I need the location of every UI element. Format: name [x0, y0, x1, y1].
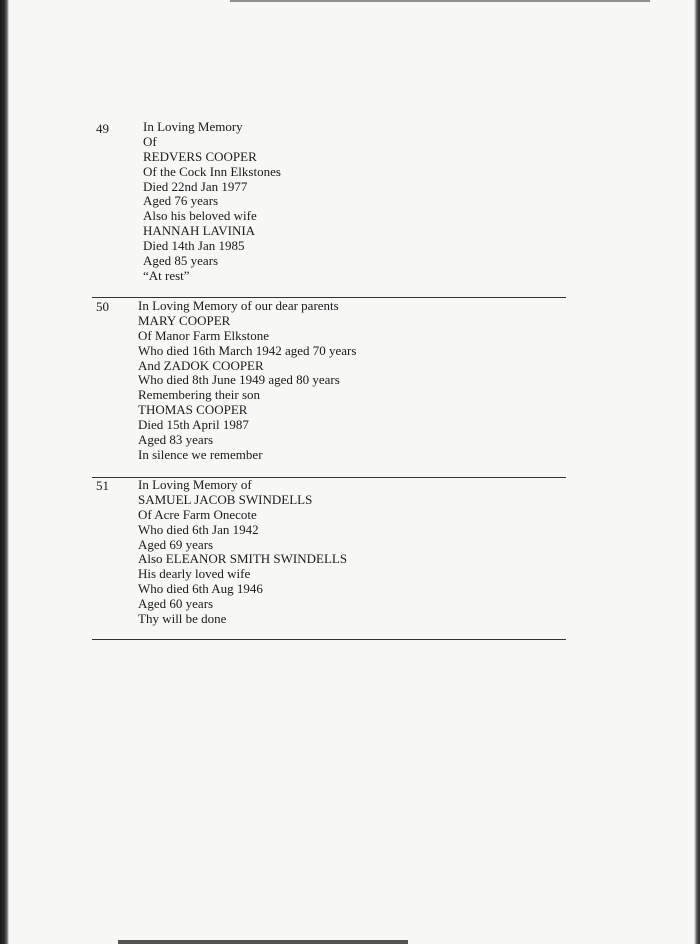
inscription-49 — [143, 120, 281, 284]
inscription-line: Of the Cock Inn Elkstones — [143, 163, 281, 179]
inscription-line: Remembering their son — [138, 387, 261, 403]
inscription-line: HANNAH LAVINIA — [143, 223, 256, 239]
inscription-line: Who died 6th Aug 1946 — [138, 581, 263, 597]
inscription-line: Aged 76 years — [143, 193, 219, 209]
inscription-line: Of Manor Farm Elkstone — [138, 327, 270, 343]
inscription-line: In Loving Memory of our dear parents — [138, 298, 339, 313]
entry-number-51: 51 — [96, 478, 109, 493]
inscription-line: Aged 69 years — [138, 536, 214, 552]
inscription-line: Aged 83 years — [138, 432, 214, 448]
inscription-line: Aged 85 years — [143, 253, 219, 269]
entry-number-49: 49 — [96, 121, 109, 136]
inscription-line: Who died 8th June 1949 aged 80 years — [138, 372, 340, 388]
inscription-line: Who died 6th Jan 1942 — [138, 521, 259, 537]
inscription-line: Also ELEANOR SMITH SWINDELLS — [138, 551, 348, 567]
inscription-line: MARY COOPER — [138, 312, 231, 328]
inscription-line: Of — [143, 133, 157, 149]
inscription-51 — [138, 478, 347, 627]
inscription-50 — [138, 299, 356, 463]
inscription-line: Of Acre Farm Onecote — [138, 506, 257, 522]
inscription-line: In Loving Memory of — [138, 477, 252, 492]
inscription-line: Who died 16th March 1942 aged 70 years — [138, 342, 357, 358]
inscription-line: Died 15th April 1987 — [138, 417, 249, 433]
inscription-line: And ZADOK COOPER — [138, 357, 264, 373]
scan-edge-right — [694, 0, 700, 944]
inscription-line: Died 22nd Jan 1977 — [143, 178, 248, 194]
inscription-line: Aged 60 years — [138, 596, 214, 612]
inscription-line: In Loving Memory — [143, 119, 243, 134]
scan-edge-bottom — [118, 940, 408, 944]
inscription-line: Also his beloved wife — [143, 208, 257, 224]
scan-edge-top — [230, 0, 650, 2]
inscription-line: His dearly loved wife — [138, 566, 251, 582]
scan-edge-left — [0, 0, 9, 944]
inscription-line: Died 14th Jan 1985 — [143, 238, 245, 254]
divider-end — [92, 639, 566, 640]
inscription-line: THOMAS COOPER — [138, 402, 248, 418]
inscription-line: REDVERS COOPER — [143, 148, 257, 164]
inscription-line: Thy will be done — [138, 611, 227, 627]
inscription-line: SAMUEL JACOB SWINDELLS — [138, 491, 313, 507]
inscription-line: In silence we remember — [138, 446, 263, 462]
inscription-line: “At rest” — [143, 267, 190, 283]
entry-number-50: 50 — [96, 299, 109, 314]
